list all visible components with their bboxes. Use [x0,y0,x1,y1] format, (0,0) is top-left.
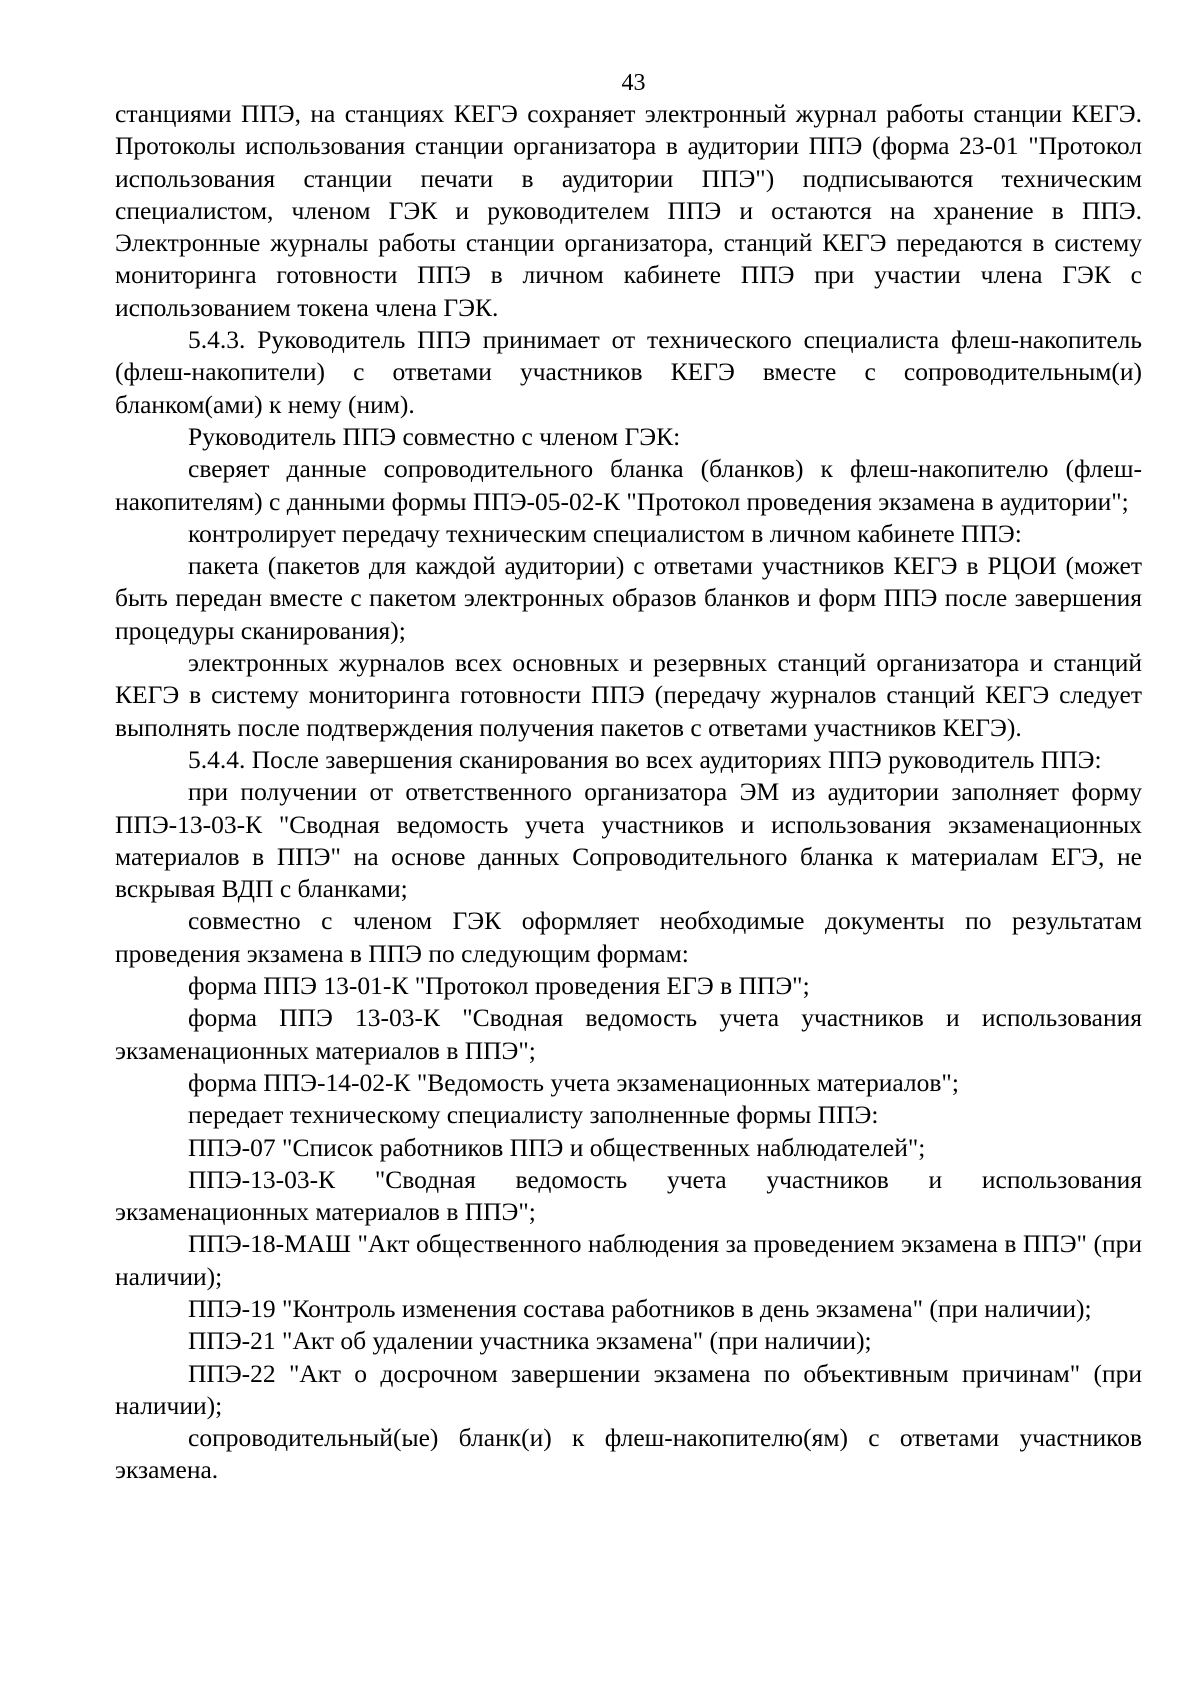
paragraph: при получении от ответственного организатора ЭМ из аудитории заполняет форму ППЭ-13-03-К "Сводная ведомость учета участников и использования экзаменационных материалов в ППЭ" на основе данных Сопроводительного бланка к материалам ЕГЭ, не вскрывая ВДП с бланками; [115,777,1142,904]
list-item: форма ППЭ 13-03-К "Сводная ведомость учета участников и использования экзаменационных материалов в ППЭ"; [115,1003,1142,1065]
page-number: 43 [621,70,646,96]
paragraph: электронных журналов всех основных и резервных станций организатора и станций КЕГЭ в систему мониторинга готовности ППЭ (передачу журналов станций КЕГЭ следует выполнять после подтверждения получения пакетов с ответами участников КЕГЭ). [115,648,1142,742]
paragraph-continuation: станциями ППЭ, на станциях КЕГЭ сохраняет электронный журнал работы станции КЕГЭ. Протоколы использования станции организатора в аудитории ППЭ (форма 23-01 "Протокол использования станции печати в аудитории ППЭ") подписываются техническим специалистом, членом ГЭК и руководителем ППЭ и остаются на хранение в ППЭ. Электронные журналы работы станции организатора, станций КЕГЭ передаются в систему мониторинга готовности ППЭ в личном кабинете ППЭ при участии члена ГЭК с использованием токена члена ГЭК. [115,99,1142,322]
paragraph-5-4-3: 5.4.3. Руководитель ППЭ принимает от технического специалиста флеш-накопитель (флеш-накопители) с ответами участников КЕГЭ вместе с сопроводительным(и) бланком(ами) к нему (ним). [115,325,1142,419]
paragraph: пакета (пакетов для каждой аудитории) с ответами участников КЕГЭ в РЦОИ (может быть передан вместе с пакетом электронных образов бланков и форм ППЭ после завершения процедуры сканирования); [115,551,1142,645]
list-item: ППЭ-22 "Акт о досрочном завершении экзамена по объективным причинам" (при наличии); [115,1358,1142,1420]
paragraph: передает техническому специалисту заполненные формы ППЭ: [188,1100,879,1130]
list-item: ППЭ-13-03-К "Сводная ведомость учета участников и использования экзаменационных материалов в ППЭ"; [115,1164,1142,1227]
list-item: форма ППЭ-14-02-К "Ведомость учета экзаменационных материалов"; [188,1067,959,1097]
paragraph: Руководитель ППЭ совместно с членом ГЭК: [188,421,681,451]
list-item: форма ППЭ 13-01-К "Протокол проведения ЕГЭ в ППЭ"; [188,971,810,1001]
list-item: ППЭ-21 "Акт об удалении участника экзамена" (при наличии); [188,1326,872,1356]
document-body [115,98,1142,1487]
paragraph: контролирует передачу техническим специалистом в личном кабинете ППЭ: [188,518,1022,548]
list-item: сопроводительный(ые) бланк(и) к флеш-накопителю(ям) с ответами участников экзамена. [115,1423,1142,1485]
paragraph: сверяет данные сопроводительного бланка (бланков) к флеш-накопителю (флеш-накопителям) с данными формы ППЭ-05-02-К "Протокол проведения экзамена в аудитории"; [115,454,1142,516]
paragraph-5-4-4: 5.4.4. После завершения сканирования во всех аудиториях ППЭ руководитель ППЭ: [188,744,1102,774]
list-item: ППЭ-18-МАШ "Акт общественного наблюдения за проведением экзамена в ППЭ" (при наличии); [115,1229,1142,1291]
list-item: ППЭ-07 "Список работников ППЭ и общественных наблюдателей"; [188,1132,926,1162]
list-item: ППЭ-19 "Контроль изменения состава работников в день экзамена" (при наличии); [188,1293,1092,1323]
paragraph: совместно с членом ГЭК оформляет необходимые документы по результатам проведения экзамена в ППЭ по следующим формам: [115,906,1142,968]
